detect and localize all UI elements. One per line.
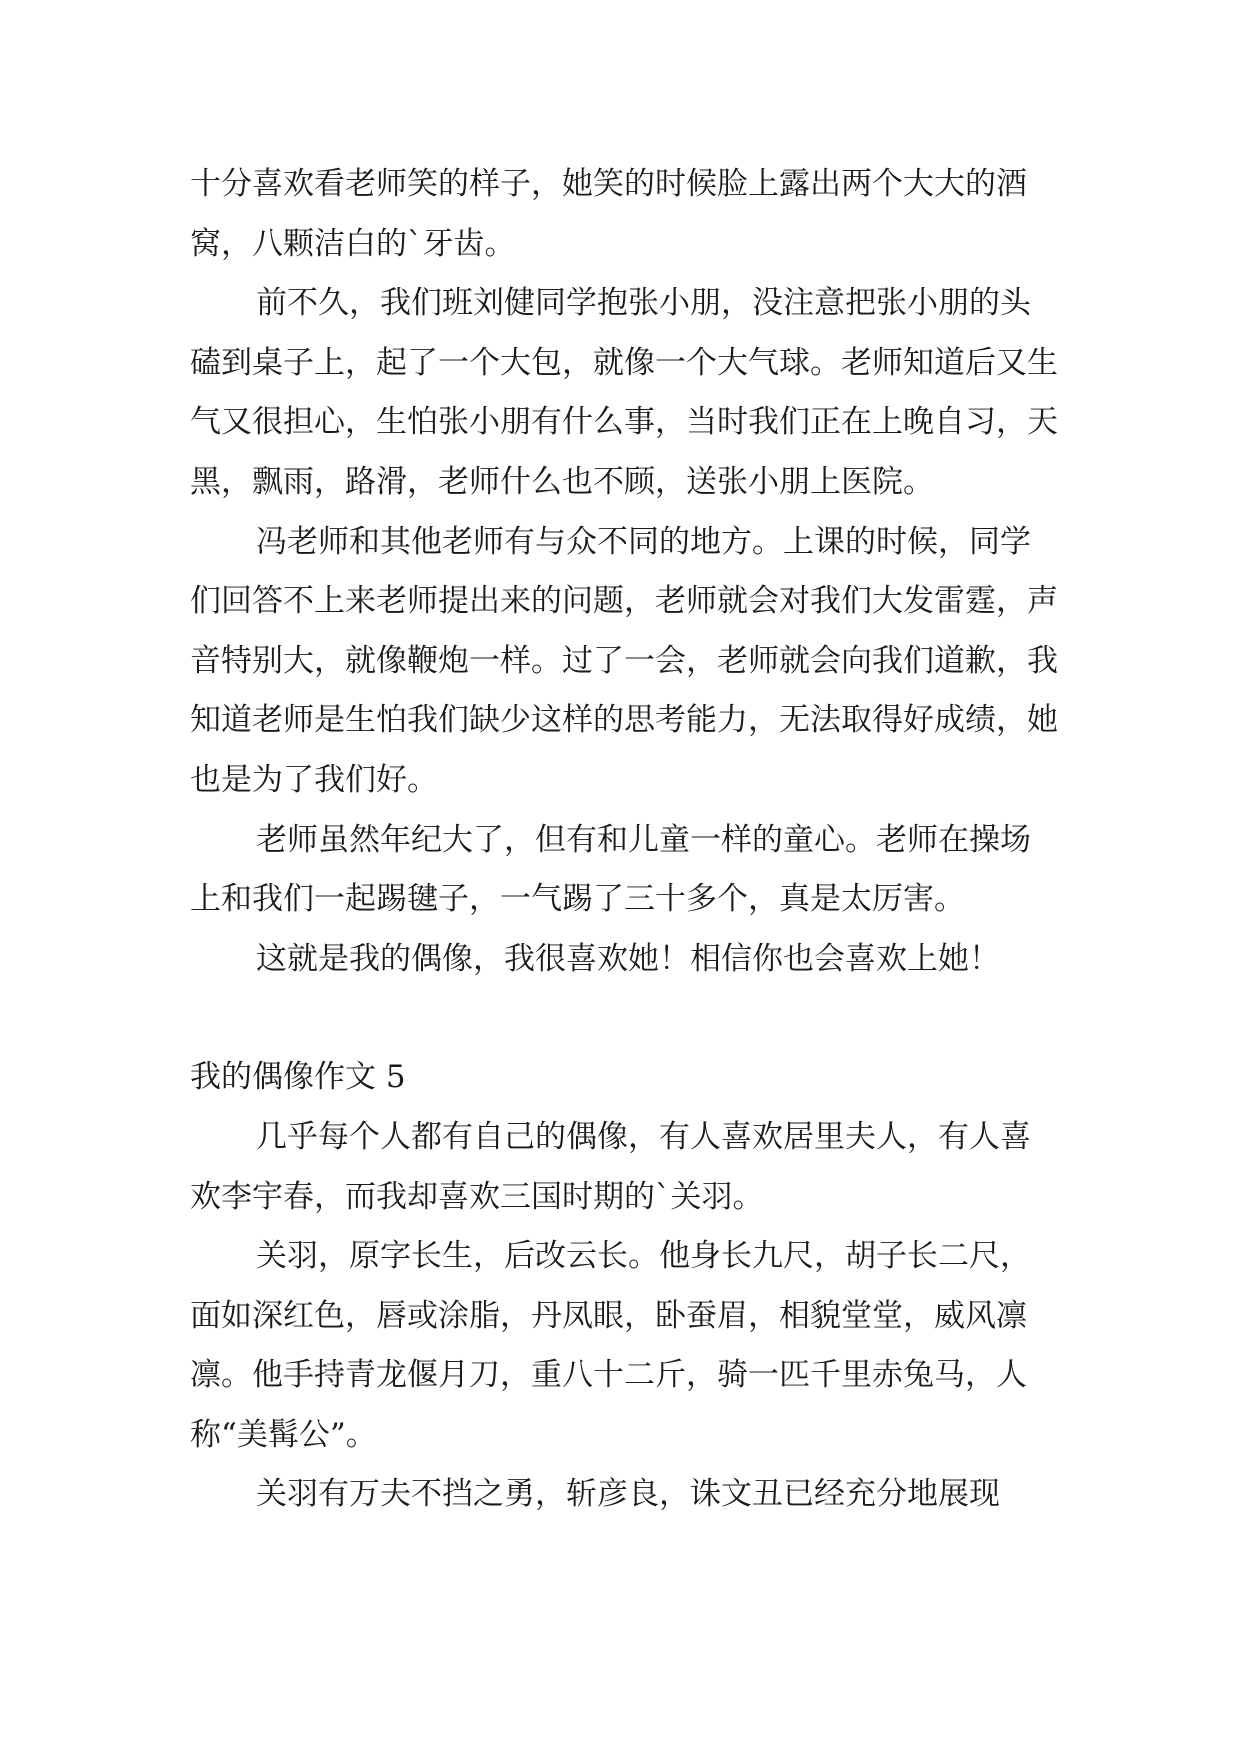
paragraph-essay4-1: 十分喜欢看老师笑的样子，她笑的时候脸上露出两个大大的酒窝，八颗洁白的`牙齿。 <box>190 166 1027 262</box>
paragraph-essay4-2: 前不久，我们班刘健同学抱张小朋，没注意把张小朋的头磕到桌子上，起了一个大包，就像一个大气球。老师知道后又生气又很担心，生怕张小朋有什么事，当时我们正在上晚自习，天黑，飘雨，路滑，老师什么也不顾，送张小朋上医院。 <box>190 285 1058 500</box>
paragraph-essay5-3: 关羽有万夫不挡之勇，斩彦良，诛文丑已经充分地展现 <box>256 1476 1000 1513</box>
paragraph-essay4-3: 冯老师和其他老师有与众不同的地方。上课的时候，同学们回答不上来老师提出来的问题，老师就会对我们大发雷霆，声音特别大，就像鞭炮一样。过了一会，老师就会向我们道歉，我知道老师是生怕我们缺少这样的思考能力，无法取得好成绩，她也是为了我们好。 <box>190 523 1058 798</box>
essay5-title: 我的偶像作文 5 <box>190 1059 406 1096</box>
paragraph-essay5-1: 几乎每个人都有自己的偶像，有人喜欢居里夫人，有人喜欢李宇春，而我却喜欢三国时期的`关羽。 <box>190 1118 1031 1215</box>
paragraph-essay4-5: 这就是我的偶像，我很喜欢她！相信你也会喜欢上她！ <box>256 940 1000 977</box>
paragraph-essay4-4: 老师虽然年纪大了，但有和儿童一样的童心。老师在操场上和我们一起踢毽子，一气踢了三十多个，真是太厉害。 <box>190 821 1031 918</box>
paragraph-essay5-2: 关羽，原字长生，后改云长。他身长九尺，胡子长二尺，面如深红色，唇或涂脂，丹凤眼，卧蚕眉，相貌堂堂，威风凛凛。他手持青龙偃月刀，重八十二斤，骑一匹千里赤兔马，人称“美髯公”。 <box>190 1238 1031 1453</box>
document-body <box>190 155 1060 1525</box>
section-gap <box>190 989 1060 1048</box>
